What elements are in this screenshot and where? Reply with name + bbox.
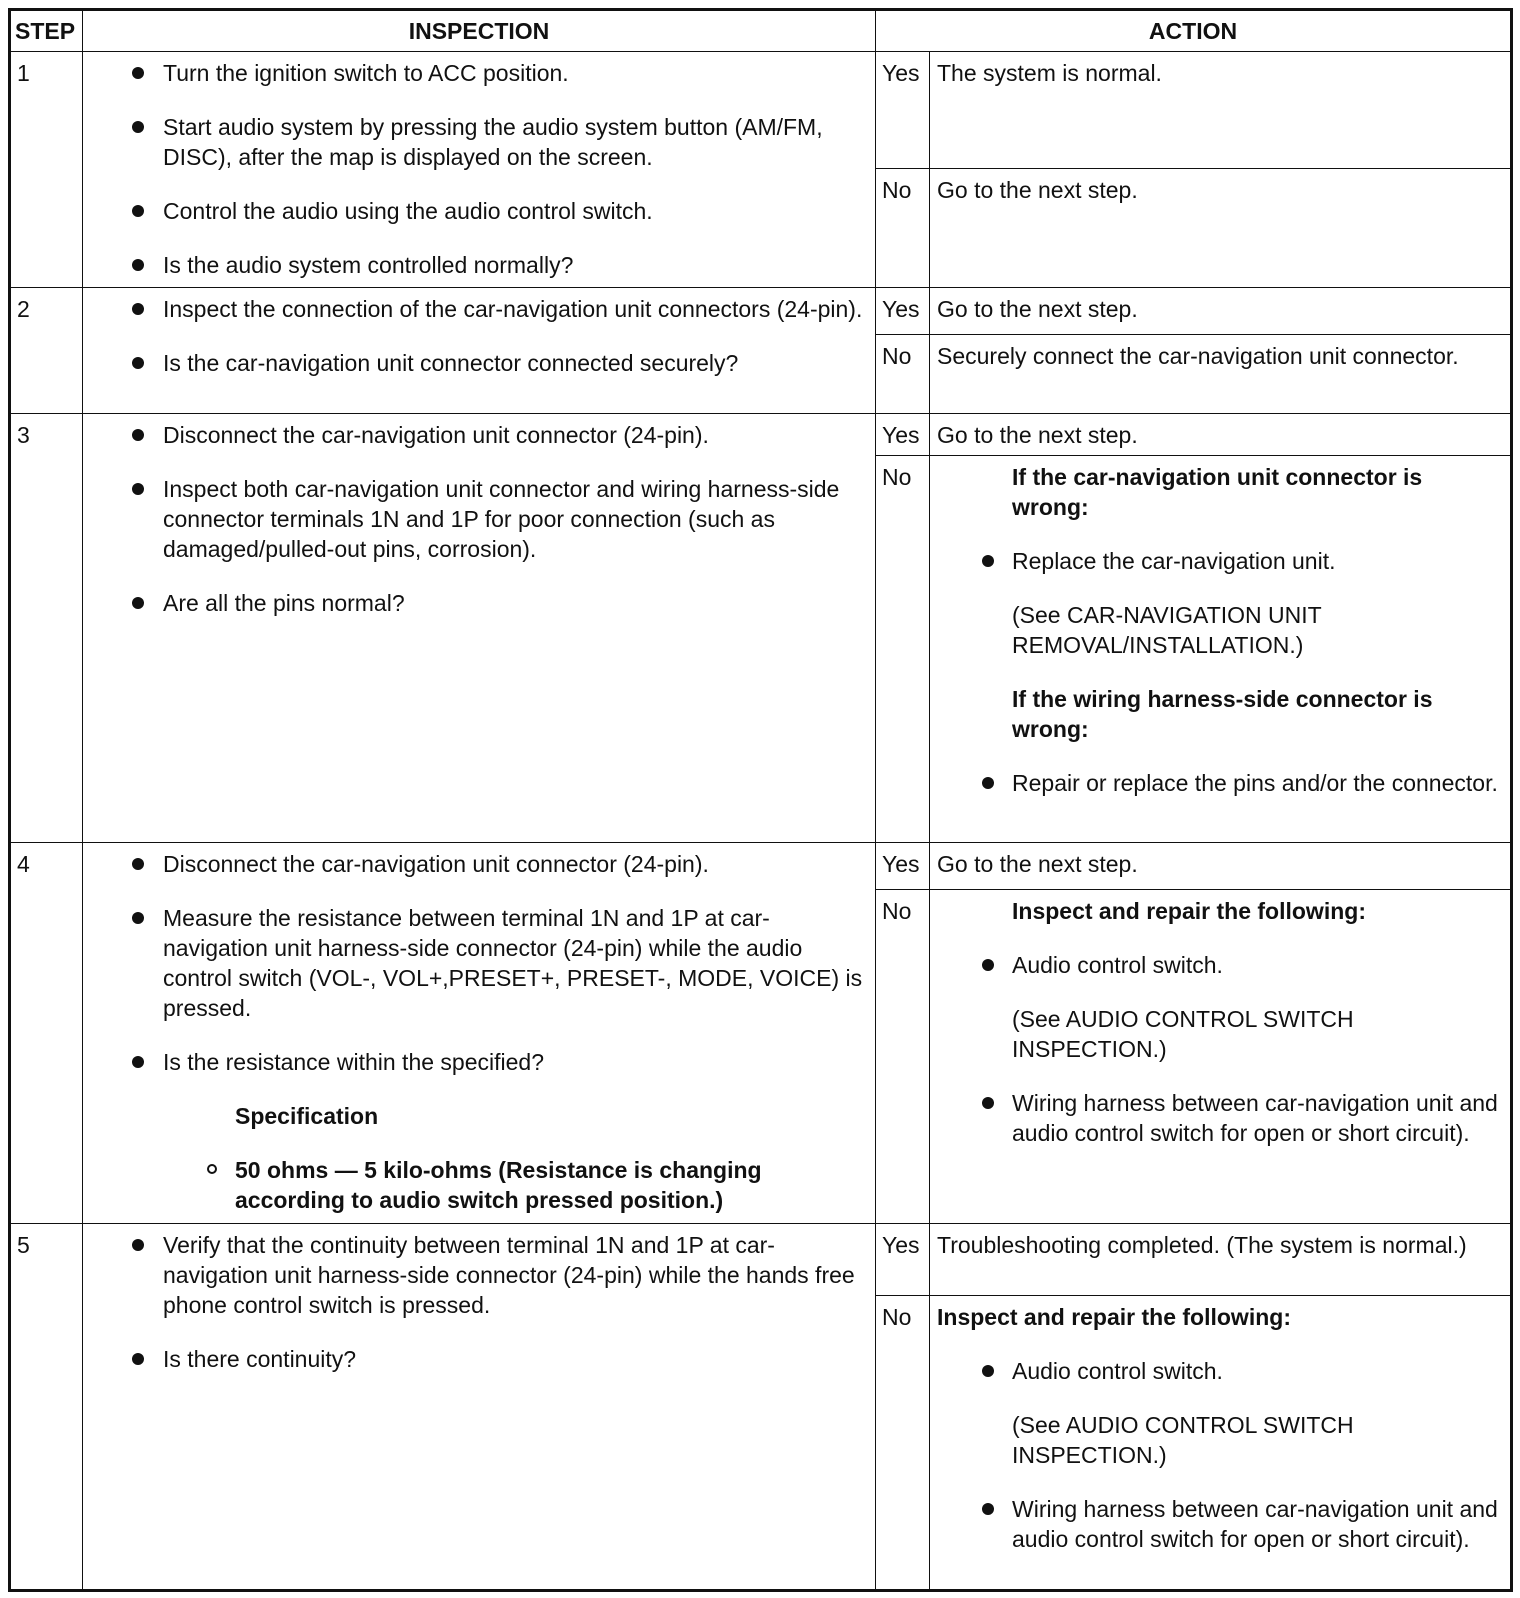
bullet-icon [982,777,994,789]
inspection-cell [83,288,876,413]
bullet-icon [132,357,144,369]
no-action [930,890,1512,1223]
bullet-icon [132,858,144,870]
bullet-icon [982,555,994,567]
action-bullet: Wiring harness between car-navigation unit and audio control switch for open or short circuit). [937,1088,1504,1148]
no-action [930,455,1512,842]
bullet-icon [132,912,144,924]
action-note: (See AUDIO CONTROL SWITCH INSPECTION.) [1012,1412,1354,1469]
no-action: Securely connect the car-navigation unit connector. [930,334,1512,413]
yes-action: Go to the next step. [930,413,1512,455]
no-label: No [876,169,930,288]
bullet-item: Disconnect the car-navigation unit connector (24-pin). [83,849,867,879]
step-number: 3 [10,413,83,843]
bullet-item: Control the audio using the audio control switch. [83,196,867,226]
step-number: 2 [10,288,83,413]
header-inspection: INSPECTION [83,10,876,52]
header-action: ACTION [876,10,1512,52]
bullet-item: Is the resistance within the specified? [83,1047,867,1077]
action-bullet: Repair or replace the pins and/or the connector. [937,768,1504,798]
bullet-icon [132,205,144,217]
action-bullet: Audio control switch. [937,1356,1504,1386]
step-number: 5 [10,1223,83,1590]
action-heading: If the car-navigation unit connector is wrong: [1012,463,1423,520]
table-row [10,413,1512,455]
bullet-item: Measure the resistance between terminal 1N and 1P at car-navigation unit harness-side connector (24-pin) while the audio control switch (VOL-, VOL+,PRESET+, PRESET-, MODE, VOICE) is pressed. [83,903,867,1023]
bullet-item: Verify that the continuity between terminal 1N and 1P at car-navigation unit harness-side connector (24-pin) while the hands free phone control switch is pressed. [83,1230,867,1320]
bullet-icon [132,1353,144,1365]
yes-label: Yes [876,413,930,455]
action-bullet: Audio control switch. [937,950,1504,980]
circle-bullet-icon [207,1164,217,1174]
bullet-item: Start audio system by pressing the audio system button (AM/FM, DISC), after the map is displayed on the screen. [83,112,867,172]
action-note: (See CAR-NAVIGATION UNIT REMOVAL/INSTALLATION.) [1012,601,1322,658]
yes-action: Go to the next step. [930,843,1512,890]
yes-label: Yes [876,843,930,890]
bullet-item: Disconnect the car-navigation unit connector (24-pin). [83,420,867,450]
inspection-cell [83,1223,876,1590]
bullet-icon [982,959,994,971]
bullet-item: Is there continuity? [83,1344,867,1374]
action-heading: If the wiring harness-side connector is wrong: [1012,685,1433,742]
spec-label: Specification [235,1103,379,1130]
no-label: No [876,455,930,842]
bullet-icon [132,597,144,609]
yes-label: Yes [876,1223,930,1296]
table-row [10,52,1512,169]
bullet-icon [132,259,144,271]
no-label: No [876,1296,930,1591]
table-header-row [10,10,1512,52]
action-bullet: Replace the car-navigation unit. [937,546,1504,576]
inspection-cell [83,413,876,843]
bullet-icon [132,67,144,79]
bullet-item: Is the car-navigation unit connector connected securely? [83,348,867,378]
bullet-icon [132,121,144,133]
step-number: 1 [10,52,83,288]
bullet-icon [132,1239,144,1251]
no-action [930,1296,1512,1591]
inspection-cell [83,52,876,288]
bullet-item: Turn the ignition switch to ACC position. [83,58,867,88]
bullet-icon [982,1365,994,1377]
bullet-icon [132,483,144,495]
bullet-item: Are all the pins normal? [83,588,867,618]
yes-action: The system is normal. [930,52,1512,169]
action-note: (See AUDIO CONTROL SWITCH INSPECTION.) [1012,1006,1354,1063]
troubleshooting-table [8,8,1513,1592]
table-row [10,1223,1512,1296]
bullet-item: Inspect both car-navigation unit connector and wiring harness-side connector terminals 1N and 1P for poor connection (such as damaged/pulled-out pins, corrosion). [83,474,867,564]
yes-label: Yes [876,288,930,334]
no-label: No [876,334,930,413]
action-heading: Inspect and repair the following: [937,1304,1291,1331]
bullet-icon [132,429,144,441]
bullet-icon [132,303,144,315]
no-label: No [876,890,930,1223]
yes-action: Troubleshooting completed. (The system is normal.) [930,1223,1512,1296]
table-row [10,843,1512,890]
action-heading: Inspect and repair the following: [1012,898,1366,925]
yes-label: Yes [876,52,930,169]
bullet-icon [132,1056,144,1068]
yes-action: Go to the next step. [930,288,1512,334]
bullet-item: Is the audio system controlled normally? [83,250,867,280]
action-bullet: Wiring harness between car-navigation unit and audio control switch for open or short circuit). [937,1494,1504,1554]
header-step: STEP [10,10,83,52]
spec-value: 50 ohms — 5 kilo-ohms (Resistance is changing according to audio switch pressed position.) [83,1155,867,1215]
bullet-item: Inspect the connection of the car-navigation unit connectors (24-pin). [83,294,867,324]
step-number: 4 [10,843,83,1223]
inspection-cell [83,843,876,1223]
no-action: Go to the next step. [930,169,1512,288]
bullet-icon [982,1503,994,1515]
bullet-icon [982,1097,994,1109]
table-row [10,288,1512,334]
